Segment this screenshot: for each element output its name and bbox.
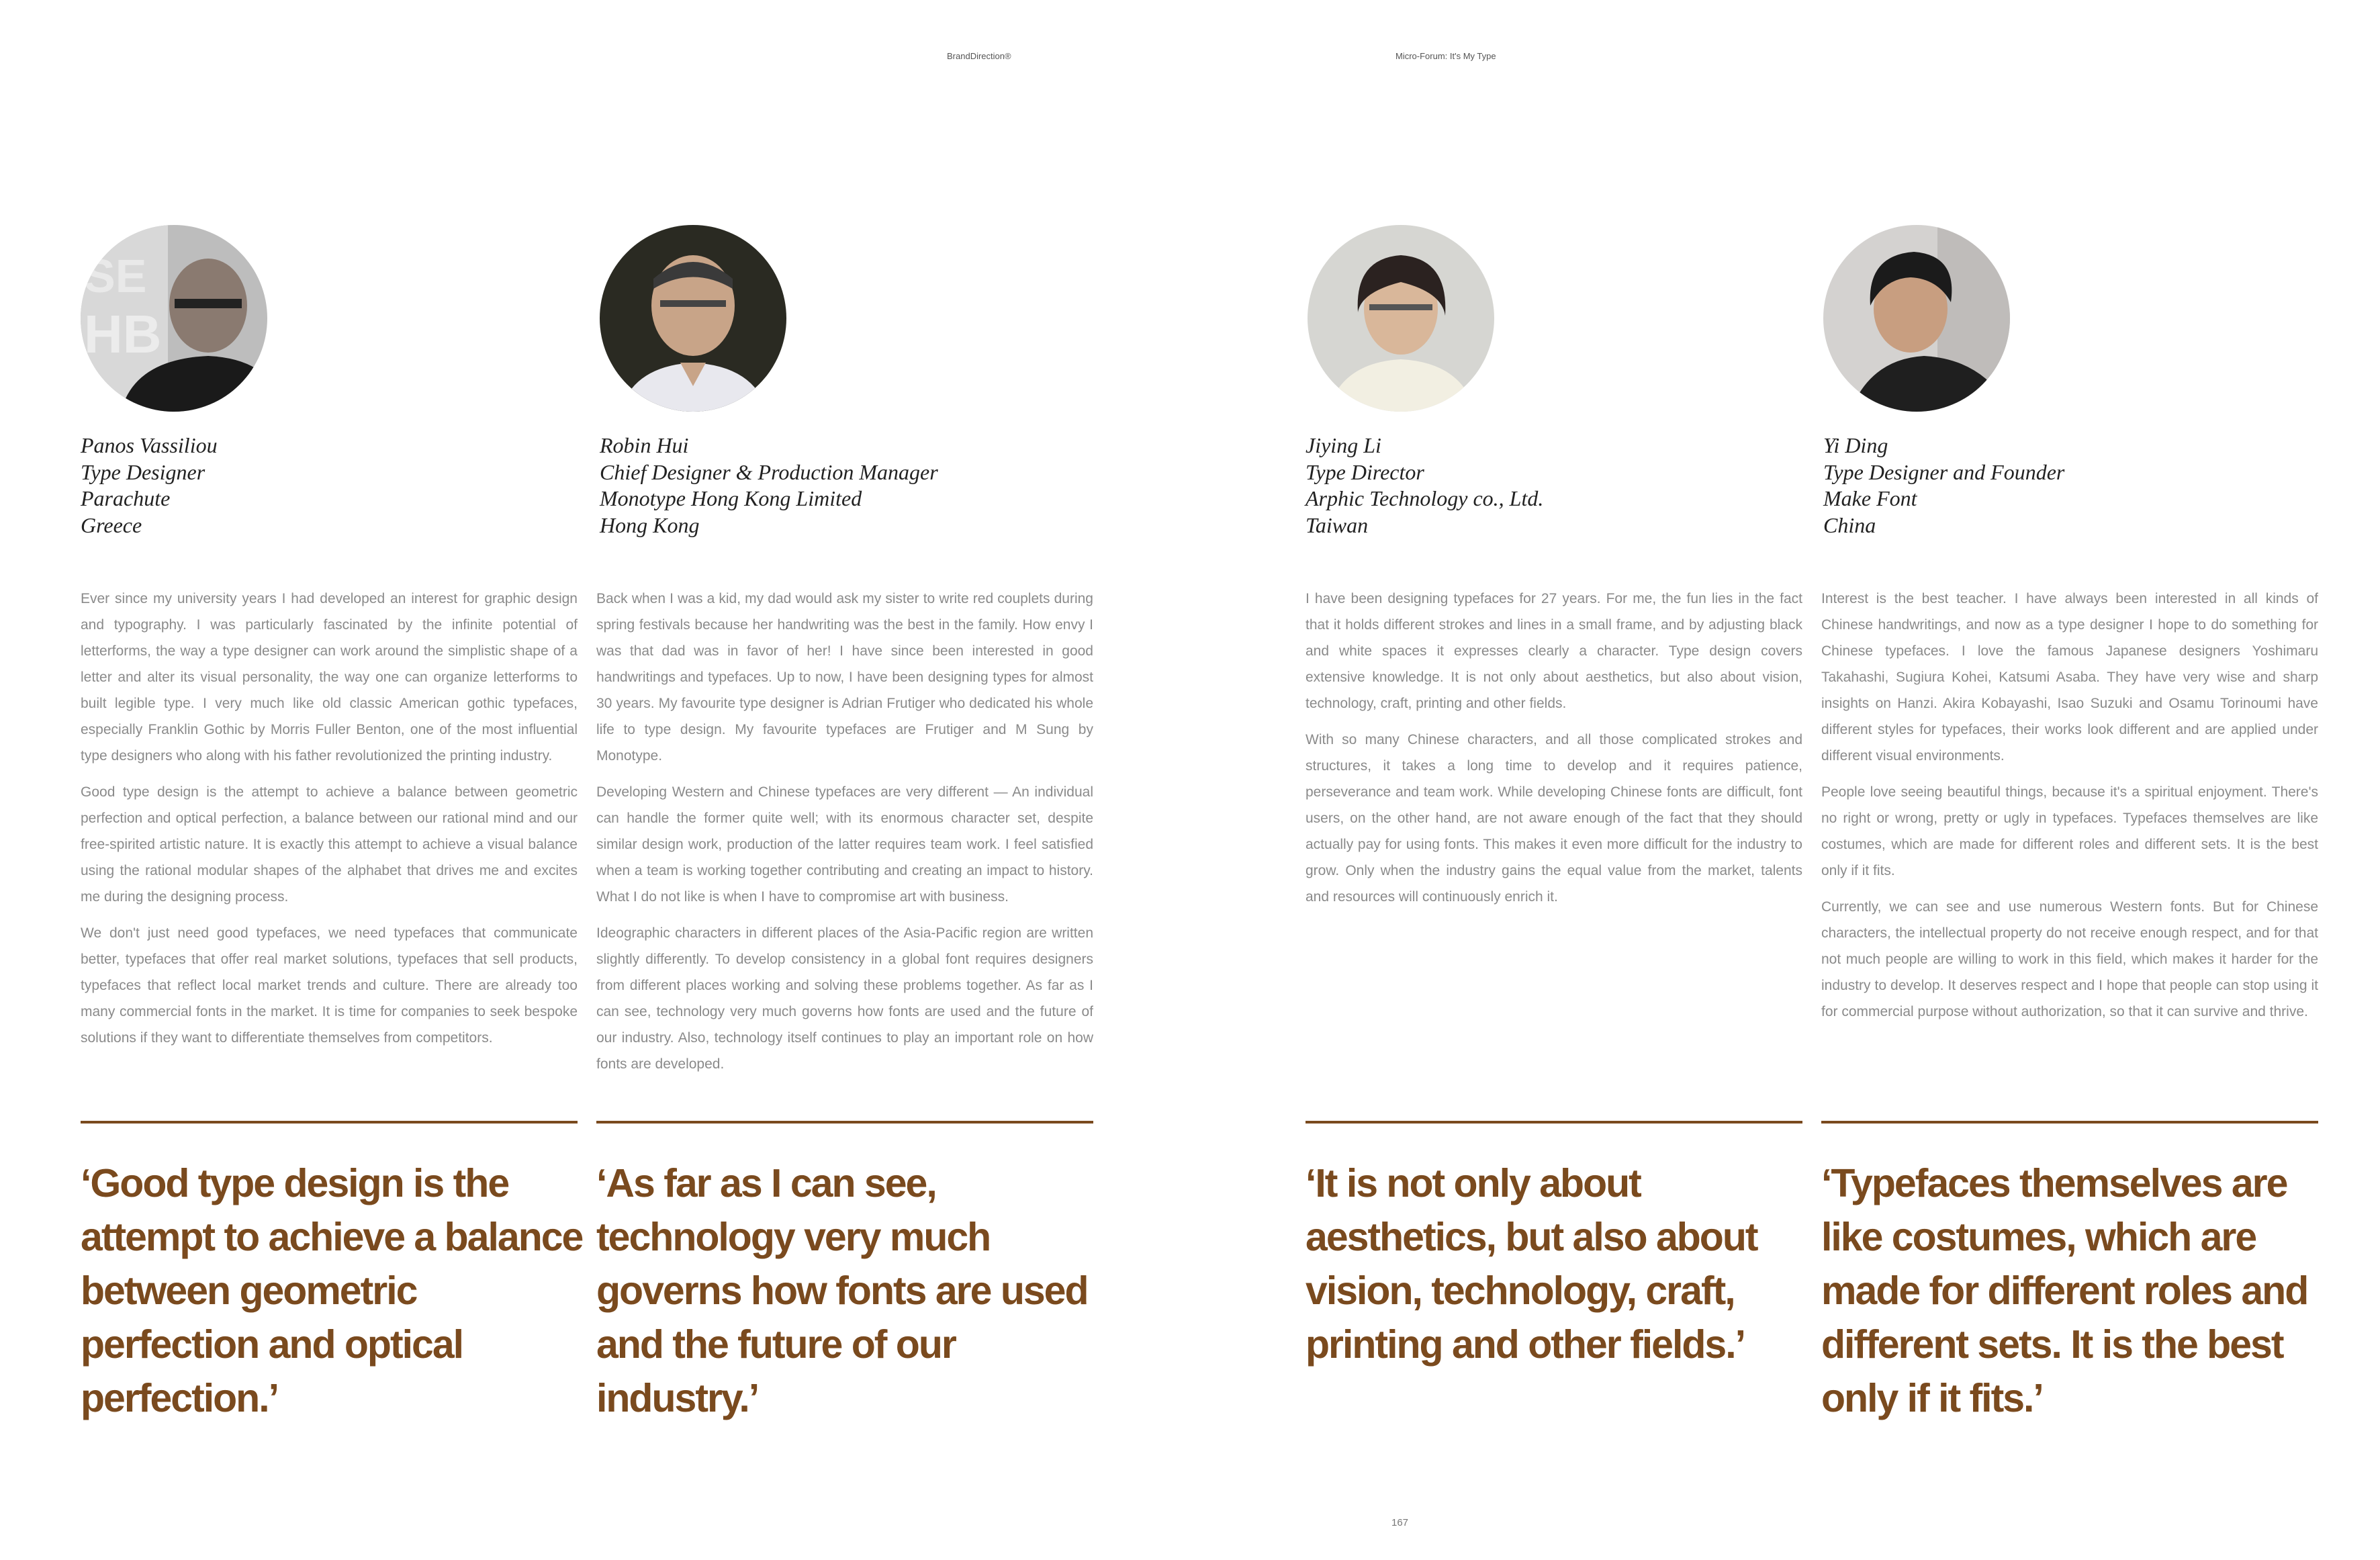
- portrait-illustration: [600, 225, 786, 412]
- page-number: 167: [1391, 1517, 1409, 1528]
- body-paragraph: We don't just need good typefaces, we need typefaces that communicate better, typefaces that offer real market solutions, typefaces that sell products, typefaces that reflect local market trends and culture. There are already too many commercial fonts in the market. It is time for companies to seek bespoke solutions if they want to differentiate themselves from competitors.: [81, 925, 578, 1046]
- body-paragraph: With so many Chinese characters, and all those complicated strokes and structures, it takes a long time to develop and it requires patience, perseverance and team work. While developing Chinese fonts are difficult, font users, on the other hand, are not aware enough of the fact that they should actually pay for using fonts. This makes it even more difficult for the industry to grow. Only when the industry gains the equal value from the market, talents and resources will continuously enrich it.: [1306, 732, 1802, 905]
- running-head-left: BrandDirection®: [947, 51, 1011, 61]
- portrait-photo: [1823, 225, 2010, 412]
- body-paragraph: Interest is the best teacher. I have always been interested in all kinds of Chinese handwritings, and now as a type designer I hope to do something for Chinese typefaces. I love the famous Japanese designers Yoshimaru Takahashi, Sugiura Kohei, Katsumi Asaba. They have very wise and sharp insights on Hanzi. Akira Kobayashi, Isao Suzuki and Osamu Torinoumi have different styles for typefaces, their works look different and are applied under different visual environments.: [1821, 591, 2318, 764]
- profile-credits: [1823, 432, 2320, 539]
- divider-rule: [1306, 1121, 1802, 1123]
- pull-quote: ‘Good type design is the attempt to achieve a balance between geometric perfection and optical perfection.’: [81, 1161, 583, 1420]
- svg-text:HB: HB: [84, 304, 162, 364]
- portrait-photo: [81, 225, 267, 412]
- pull-quote: ‘It is not only about aesthetics, but also about vision, technology, craft, printing and other fields.’: [1306, 1161, 1757, 1367]
- portrait-illustration: [1823, 225, 2010, 412]
- body-paragraph: Currently, we can see and use numerous Western fonts. But for Chinese characters, the intellectual property do not receive enough respect, and for that not much people are willing to work in this field, which makes it harder for the industry to develop. It deserves respect and I hope that people can stop using it for commercial purpose without authorization, so that it can survive and thrive.: [1821, 899, 2318, 1019]
- profile-title: Type Director: [1306, 459, 1424, 484]
- portrait-illustration: [1308, 225, 1494, 412]
- svg-text:SE: SE: [84, 250, 147, 302]
- running-head-right: Micro-Forum: It's My Type: [1395, 51, 1496, 61]
- profile-company: Arphic Technology co., Ltd.: [1306, 486, 1544, 510]
- profile-title: Type Designer and Founder: [1823, 459, 2065, 484]
- profile-company: Make Font: [1823, 486, 1917, 510]
- pull-quote: ‘Typefaces themselves are like costumes, which are made for different roles and different sets. It is the best only if it fits.’: [1821, 1161, 2308, 1420]
- profile-location: Hong Kong: [600, 512, 700, 537]
- profile-name: Robin Hui: [600, 433, 689, 457]
- profile-location: Greece: [81, 512, 142, 537]
- body-paragraph: Ideographic characters in different places of the Asia-Pacific region are written slightly differently. To develop consistency in a global font requires designers from different places working and solving these problems together. As far as I can see, technology very much governs how fonts are used and the future of our industry. Also, technology itself continues to play an important role on how fonts are developed.: [596, 925, 1093, 1072]
- divider-rule: [1821, 1121, 2318, 1123]
- profile-credits: [1306, 432, 1802, 539]
- profile-name: Yi Ding: [1823, 433, 1888, 457]
- body-paragraph: People love seeing beautiful things, because it's a spiritual enjoyment. There's no right or wrong, pretty or ugly in typefaces. Typefaces themselves are like costumes, which are made for different roles and different sets. It is the best only if it fits.: [1821, 784, 2318, 878]
- body-paragraph: Good type design is the attempt to achieve a balance between geometric perfection and optical perfection, a balance between our rational mind and our free-spirited artistic nature. It is exactly this attempt to achieve a visual balance using the rational modular shapes of the alphabet that drives me and excites me during the designing process.: [81, 784, 578, 905]
- profile-title: Type Designer: [81, 459, 205, 484]
- profile-name: Panos Vassiliou: [81, 433, 218, 457]
- profile-company: Monotype Hong Kong Limited: [600, 486, 862, 510]
- profile-title: Chief Designer & Production Manager: [600, 459, 938, 484]
- profile-location: Taiwan: [1306, 512, 1369, 537]
- profile-body: [596, 586, 1093, 1087]
- divider-rule: [81, 1121, 578, 1123]
- profile-body: [1306, 586, 1802, 920]
- profile-name: Jiying Li: [1306, 433, 1381, 457]
- portrait-illustration: [81, 225, 267, 412]
- portrait-photo: [600, 225, 786, 412]
- profile-body: [81, 586, 578, 1061]
- profile-company: Parachute: [81, 486, 171, 510]
- body-paragraph: Back when I was a kid, my dad would ask my sister to write red couplets during spring festivals because her handwriting was the best in the family. How envy I was that dad was in favor of her! I have since been interested in good handwritings and typefaces. Up to now, I have been designing types for almost 30 years. My favourite type designer is Adrian Frutiger who dedicated his whole life to type design. My favourite typefaces are Frutiger and M Sung by Monotype.: [596, 591, 1093, 764]
- body-paragraph: Ever since my university years I had developed an interest for graphic design and typography. I was particularly fascinated by the infinite potential of letterforms, the way a type designer can work around the simplistic shape of a letter and alter its visual personality, the way one can organize letterforms to built legible type. I very much like old classic American gothic typefaces, especially Franklin Gothic by Morris Fuller Benton, one of the most influential type designers who along with his father revolutionized the printing industry.: [81, 591, 578, 764]
- profile-body: [1821, 586, 2318, 1035]
- profile-location: China: [1823, 512, 1876, 537]
- portrait-photo: [1308, 225, 1494, 412]
- body-paragraph: I have been designing typefaces for 27 years. For me, the fun lies in the fact that it holds different strokes and lines in a small frame, and by adjusting black and white spaces it expresses clearly a character. Type design covers extensive knowledge. It is not only about aesthetics, but also about vision, technology, craft, printing and other fields.: [1306, 591, 1802, 711]
- divider-rule: [596, 1121, 1093, 1123]
- body-paragraph: Developing Western and Chinese typefaces are very different — An individual can handle the former quite well; with its enormous character set, despite similar design work, production of the latter requires team work. I feel satisfied when a team is working together contributing and creating an impact to history. What I do not like is when I have to compromise art with business.: [596, 784, 1093, 905]
- pull-quote: ‘As far as I can see, technology very much governs how fonts are used and the future of our industry.’: [596, 1161, 1088, 1420]
- profile-credits: [81, 432, 578, 539]
- profile-credits: [600, 432, 1097, 539]
